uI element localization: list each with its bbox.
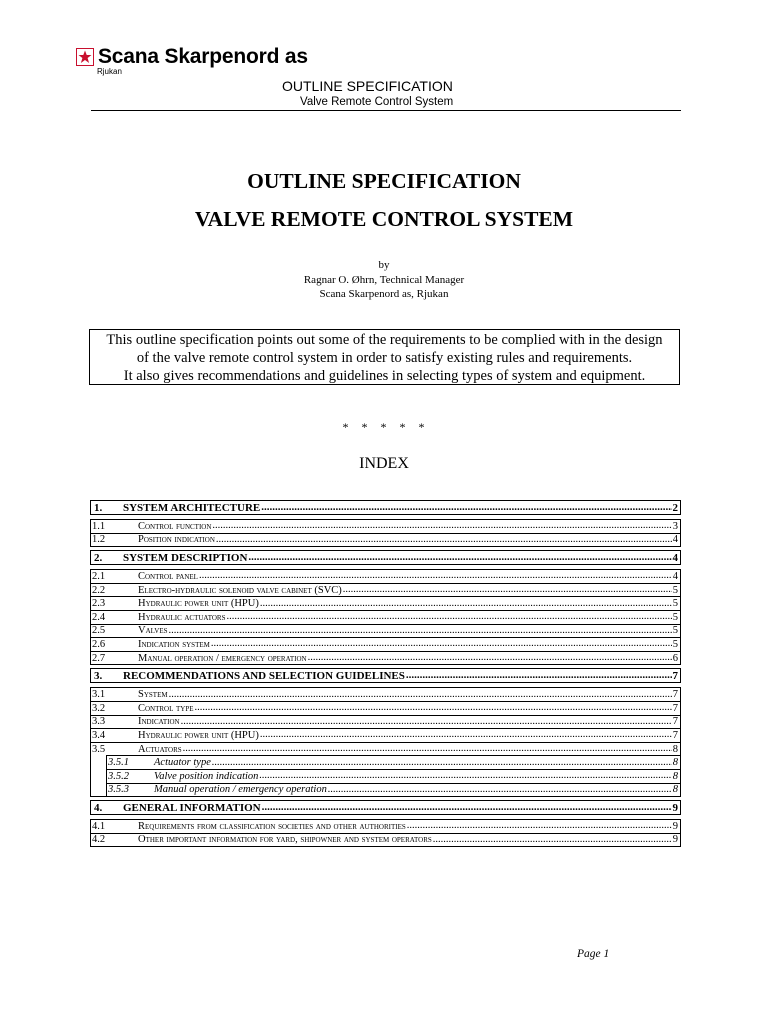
toc-entry[interactable] — [91, 610, 680, 624]
toc-page-number: 5 — [672, 598, 678, 610]
toc-page-number: 9 — [672, 834, 678, 846]
toc-leader-dots — [248, 552, 671, 564]
toc-page-number: 2 — [672, 501, 678, 514]
toc-group — [90, 569, 681, 665]
toc-entry-number: 3.5 — [92, 743, 106, 755]
toc-entry[interactable] — [91, 820, 680, 833]
abstract-line: It also gives recommendations and guidelines in selecting types of system and equipment. — [123, 367, 646, 384]
section-separator: * * * * * — [342, 420, 426, 434]
toc-page-number: 7 — [672, 689, 678, 701]
byline — [0, 258, 768, 302]
toc-entry[interactable] — [91, 570, 680, 583]
toc-entry-title: Hydraulic power unit (HPU) — [138, 598, 259, 610]
toc-page-number: 8 — [672, 770, 678, 782]
toc-entry[interactable] — [91, 701, 680, 715]
toc-page-number: 8 — [672, 743, 678, 755]
toc-entry[interactable] — [91, 637, 680, 651]
toc-entry-number: 4.1 — [92, 820, 106, 832]
document-title: OUTLINE SPECIFICATION — [247, 169, 521, 193]
toc-leader-dots — [433, 834, 672, 846]
header-doc-title: OUTLINE SPECIFICATION — [282, 78, 453, 94]
toc-entry-number: 2.1 — [92, 570, 106, 582]
toc-entry-number: 1.2 — [92, 534, 106, 546]
toc-entry-title: Hydraulic power unit (HPU) — [138, 729, 259, 741]
index-heading: INDEX — [359, 455, 409, 472]
toc-entry-number: 2.3 — [92, 598, 106, 610]
toc-page-number: 7 — [672, 669, 678, 682]
toc-section-number: 4. — [94, 801, 103, 814]
document-subtitle: VALVE REMOTE CONTROL SYSTEM — [194, 207, 574, 231]
abstract-line: This outline specification points out some of the requirements to be complied with in the design — [106, 332, 663, 348]
toc-group — [90, 819, 681, 847]
toc-entry[interactable] — [91, 533, 680, 547]
toc-page-number: 7 — [672, 729, 678, 741]
toc-page-number: 8 — [672, 757, 678, 769]
toc-leader-dots — [216, 534, 672, 546]
toc-leader-dots — [260, 729, 672, 741]
toc-subentry-title: Valve position indication — [154, 770, 259, 782]
toc-entry-title: Indication — [138, 716, 180, 728]
toc-entry-number: 3.3 — [92, 716, 106, 728]
toc-entry[interactable] — [91, 624, 680, 638]
toc-entry-title: Other important information for yard, shipowner and system operators — [138, 834, 432, 846]
toc-entry[interactable] — [91, 833, 680, 847]
toc-entry[interactable] — [91, 688, 680, 701]
toc-section-heading[interactable] — [90, 500, 681, 515]
toc-leader-dots — [262, 802, 672, 814]
toc-entry[interactable] — [91, 596, 680, 610]
toc-section-heading[interactable] — [90, 668, 681, 683]
toc-group — [90, 519, 681, 547]
toc-entry[interactable] — [91, 728, 680, 742]
toc-page-number: 4 — [672, 551, 678, 564]
toc-page-number: 7 — [672, 716, 678, 728]
company-logo — [76, 46, 308, 68]
toc-entry-number: 3.1 — [92, 689, 106, 701]
toc-leader-dots — [183, 743, 672, 755]
toc-leader-dots — [308, 652, 672, 664]
toc-entry[interactable] — [91, 583, 680, 597]
toc-leader-dots — [195, 702, 672, 714]
toc-subentry[interactable] — [106, 783, 680, 797]
toc-entry-number: 2.4 — [92, 611, 106, 623]
page-number: Page 1 — [577, 948, 610, 960]
toc-subentry-number: 3.5.1 — [108, 757, 129, 769]
toc-section-number: 1. — [94, 501, 103, 514]
toc-leader-dots — [212, 520, 671, 532]
toc-entry-number: 4.2 — [92, 834, 106, 846]
toc-subentry-title: Actuator type — [154, 757, 211, 769]
toc-subentry-number: 3.5.3 — [108, 784, 129, 796]
toc-entry-title: Control type — [138, 702, 194, 714]
toc-entry-title: Indication system — [138, 638, 210, 650]
toc-entry-number: 2.5 — [92, 625, 106, 637]
toc-entry[interactable] — [91, 520, 680, 533]
toc-leader-dots — [211, 638, 672, 650]
header-divider — [91, 110, 681, 111]
toc-leader-dots — [259, 770, 671, 782]
toc-leader-dots — [169, 625, 672, 637]
toc-section-title: RECOMMENDATIONS AND SELECTION GUIDELINES — [123, 669, 405, 682]
byline-org: Scana Skarpenord as, Rjukan — [319, 288, 449, 300]
toc-page-number: 5 — [672, 611, 678, 623]
toc-leader-dots — [328, 784, 672, 796]
toc-entry-number: 2.6 — [92, 638, 106, 650]
toc-entry[interactable] — [91, 651, 680, 665]
toc-section-heading[interactable] — [90, 550, 681, 565]
toc-entry-title: Control panel — [138, 570, 198, 582]
toc-page-number: 7 — [672, 702, 678, 714]
toc-leader-dots — [181, 716, 672, 728]
company-location: Rjukan — [97, 67, 122, 76]
toc-page-number: 8 — [672, 784, 678, 796]
toc-leader-dots — [406, 670, 672, 682]
toc-subentry-number: 3.5.2 — [108, 770, 129, 782]
toc-entry[interactable] — [91, 715, 680, 729]
toc-subentry[interactable] — [106, 769, 680, 783]
toc-subentry[interactable] — [106, 755, 680, 769]
toc-entry-number: 3.2 — [92, 702, 106, 714]
toc-group — [90, 687, 681, 797]
toc-entry-title: Requirements from classification societies and other authorities — [138, 820, 406, 832]
toc-entry-title: Valves — [138, 625, 168, 637]
toc-entry-title: Actuators — [138, 743, 182, 755]
toc-entry-title: Electro-hydraulic solenoid valve cabinet (SVC) — [138, 584, 342, 596]
abstract-line: of the valve remote control system in order to satisfy existing rules and requirements. — [136, 349, 633, 366]
toc-page-number: 6 — [672, 652, 678, 664]
toc-entry-title: Control function — [138, 520, 212, 532]
toc-entry-title: Manual operation / emergency operation — [138, 652, 307, 664]
toc-page-number: 4 — [672, 570, 678, 582]
byline-author: Ragnar O. Øhrn, Technical Manager — [303, 273, 465, 286]
toc-leader-dots — [169, 689, 672, 701]
toc-section-title: GENERAL INFORMATION — [123, 801, 261, 814]
toc-page-number: 5 — [672, 625, 678, 637]
company-name: Scana Skarpenord as — [98, 45, 308, 68]
toc-leader-dots — [407, 820, 672, 832]
toc-leader-dots — [199, 570, 672, 582]
toc-section-number: 2. — [94, 551, 103, 564]
toc-page-number: 4 — [672, 534, 678, 546]
toc-section-title: SYSTEM DESCRIPTION — [123, 551, 248, 564]
toc-section-number: 3. — [94, 669, 103, 682]
toc-leader-dots — [226, 611, 671, 623]
toc-entry[interactable] — [91, 742, 680, 756]
toc-subentry-title: Manual operation / emergency operation — [154, 784, 327, 796]
header-doc-subtitle: Valve Remote Control System — [300, 96, 454, 108]
toc-page-number: 5 — [672, 638, 678, 650]
toc-page-number: 9 — [672, 820, 678, 832]
byline-by: by — [378, 259, 390, 271]
toc-entry-title: Hydraulic actuators — [138, 611, 226, 623]
toc-entry-title: System — [138, 689, 168, 701]
abstract-box — [89, 329, 680, 385]
toc-section-heading[interactable] — [90, 800, 681, 815]
toc-page-number: 5 — [672, 584, 678, 596]
toc-entry-title: Position indication — [138, 534, 215, 546]
toc-leader-dots — [212, 757, 672, 769]
toc-entry-number: 2.7 — [92, 652, 106, 664]
toc-page-number: 9 — [672, 801, 678, 814]
toc-leader-dots — [260, 598, 672, 610]
toc-page-number: 3 — [672, 520, 678, 532]
toc-leader-dots — [343, 584, 672, 596]
star-icon — [76, 48, 94, 66]
toc-section-title: SYSTEM ARCHITECTURE — [123, 501, 261, 514]
toc-entry-number: 3.4 — [92, 729, 106, 741]
table-of-contents — [90, 500, 681, 850]
toc-entry-number: 1.1 — [92, 520, 106, 532]
toc-entry-number: 2.2 — [92, 584, 106, 596]
toc-leader-dots — [261, 502, 671, 514]
